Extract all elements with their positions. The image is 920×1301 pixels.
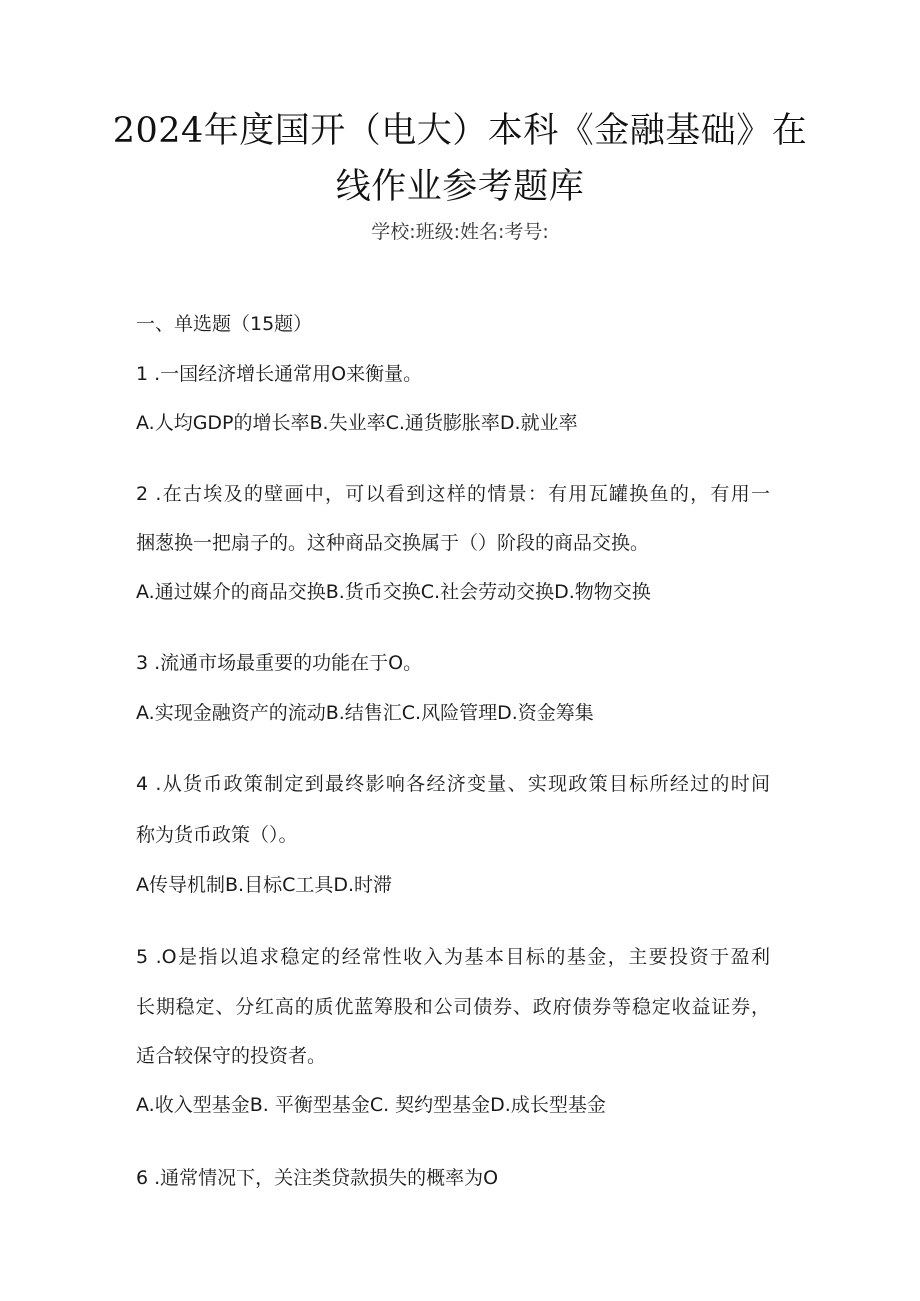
- question-3-options: A.实现金融资产的流动B.结售汇C.风险管理D.资金筹集: [136, 702, 594, 724]
- question-4-stem-line-2: 称为货币政策（）。: [136, 824, 298, 846]
- question-5-stem-line-2: 长期稳定、分红高的质优蓝筹股和公司债券、政府债券等稳定收益证券，: [136, 996, 770, 1018]
- question-6-stem: 6 .通常情况下，关注类贷款损失的概率为O: [136, 1167, 499, 1189]
- question-1-stem: 1 .一国经济增长通常用O来衡量。: [136, 363, 423, 385]
- question-4-options: A传导机制B.目标C工具D.时滞: [136, 874, 393, 896]
- question-2-stem-line-2: 捆葱换一把扇子的。这种商品交换属于（）阶段的商品交换。: [136, 532, 650, 554]
- document-title-line-1: 2024年度国开（电大）本科《金融基础》在: [112, 111, 808, 151]
- question-5-options: A.收入型基金B. 平衡型基金C. 契约型基金D.成长型基金: [136, 1094, 606, 1116]
- question-5-stem-line-1: 5 .O是指以追求稳定的经常性收入为基本目标的基金，主要投资于盈利: [136, 946, 770, 968]
- question-3-stem: 3 .流通市场最重要的功能在于O。: [136, 652, 423, 674]
- student-info-line: 学校:班级:姓名:考号:: [371, 221, 549, 243]
- document-title-line-2: 线作业参考题库: [335, 167, 585, 207]
- question-5-stem-line-3: 适合较保守的投资者。: [136, 1045, 327, 1067]
- question-2-stem-line-1: 2 .在古埃及的壁画中，可以看到这样的情景：有用瓦罐换鱼的，有用一: [136, 483, 770, 505]
- question-1-options: A.人均GDP的增长率B.失业率C.通货膨胀率D.就业率: [136, 412, 578, 434]
- section-heading: 一、单选题（15题）: [136, 313, 313, 335]
- question-4-stem-line-1: 4 .从货币政策制定到最终影响各经济变量、实现政策目标所经过的时间: [136, 773, 770, 795]
- question-2-options: A.通过媒介的商品交换B.货币交换C.社会劳动交换D.物物交换: [136, 581, 651, 603]
